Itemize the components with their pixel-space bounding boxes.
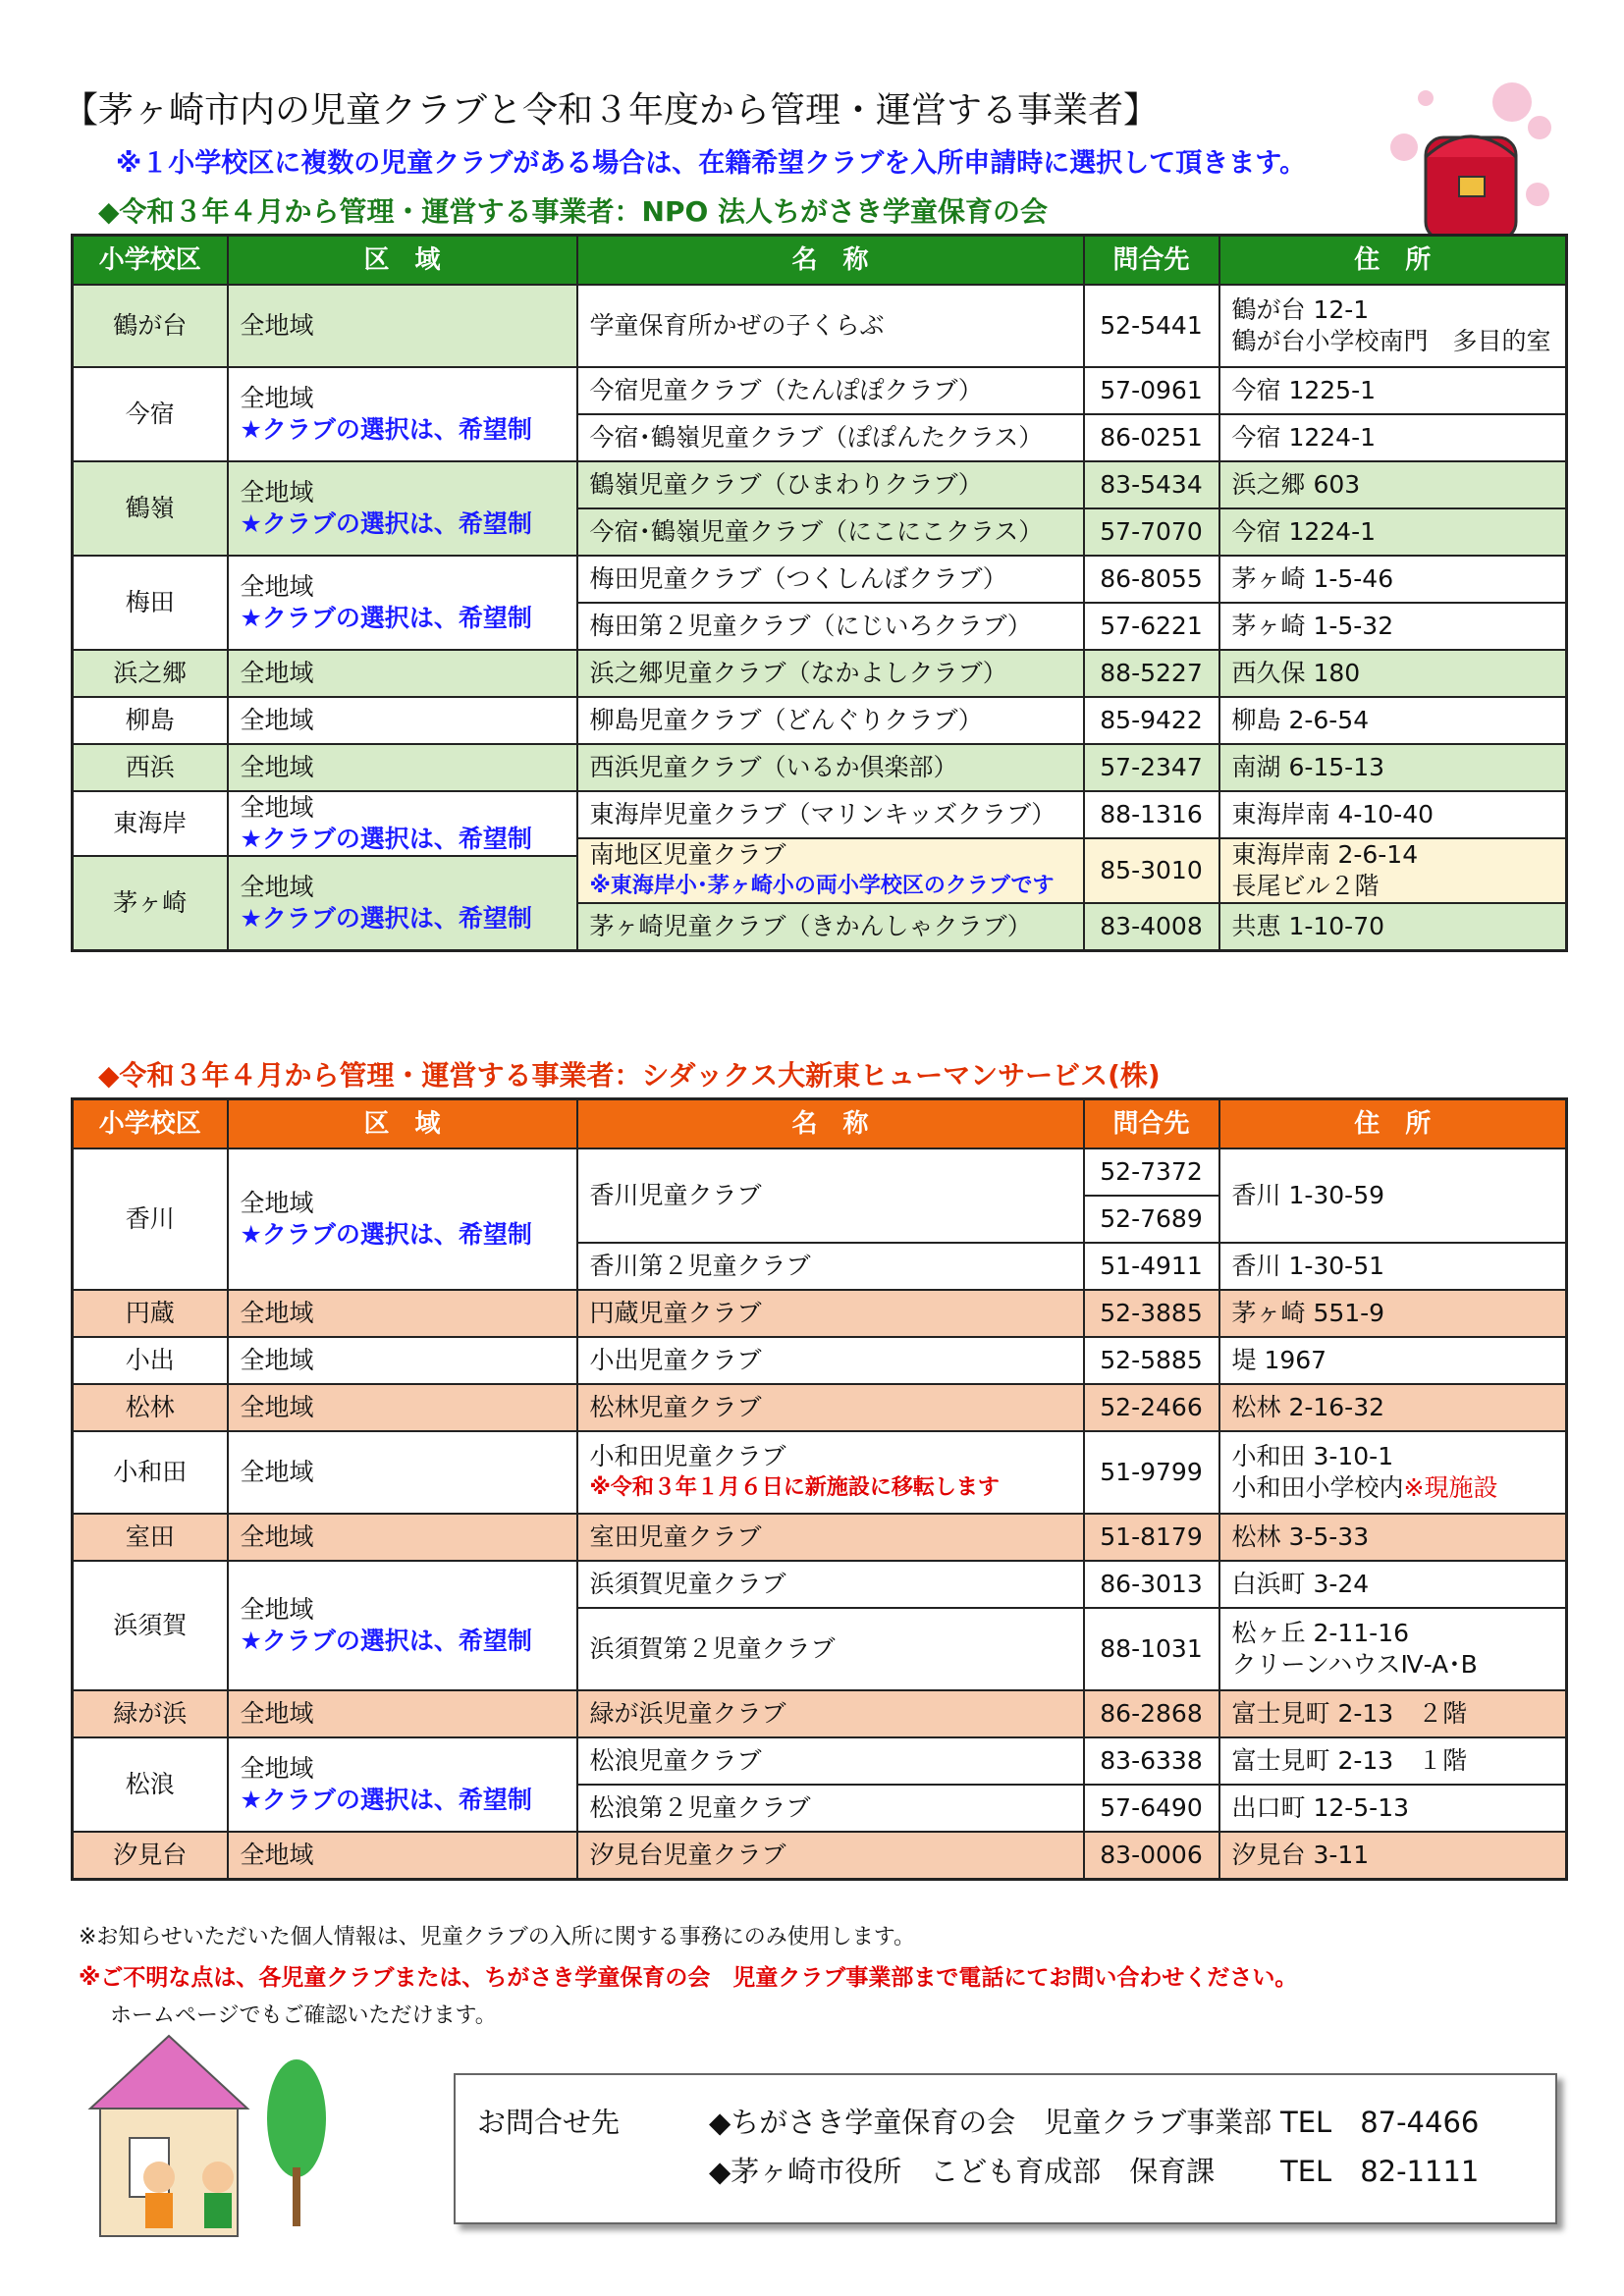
area-cell: 全地域 <box>228 1690 577 1737</box>
choice-note: ★クラブの選択は、希望制 <box>240 1220 532 1249</box>
club-name: 今宿･鶴嶺児童クラブ（ぽぽんたクラス） <box>577 414 1084 461</box>
area-cell <box>228 791 577 856</box>
area-cell <box>228 856 577 951</box>
club-address <box>1219 285 1567 367</box>
club-address: 今宿 1225-1 <box>1219 367 1567 414</box>
area-cell: 全地域 <box>228 744 577 791</box>
current-facility-note: ※現施設 <box>1403 1473 1498 1502</box>
area-cell <box>228 1737 577 1832</box>
header-address: 住 所 <box>1219 1099 1567 1149</box>
club-tel: 83-5434 <box>1084 461 1219 508</box>
club-address: 松林 3-5-33 <box>1219 1514 1567 1561</box>
table-row <box>73 1690 1567 1737</box>
club-tel: 88-1031 <box>1084 1608 1219 1690</box>
club-address <box>1219 1431 1567 1514</box>
club-address: 茅ヶ崎 551-9 <box>1219 1290 1567 1337</box>
club-name: 香川児童クラブ <box>577 1148 1084 1243</box>
club-address: 今宿 1224-1 <box>1219 414 1567 461</box>
table-row <box>73 556 1567 603</box>
contact-tel-1: TEL 87-4466 <box>1280 2106 1480 2139</box>
area-cell: 全地域 <box>228 1290 577 1337</box>
school-cell: 小和田 <box>73 1431 228 1514</box>
area-label: 全地域 <box>240 1754 314 1783</box>
header-name: 名 称 <box>577 236 1084 286</box>
club-address: 茅ヶ崎 1-5-32 <box>1219 603 1567 650</box>
club-tel: 51-4911 <box>1084 1243 1219 1290</box>
club-name: 松林児童クラブ <box>577 1384 1084 1431</box>
area-cell <box>228 556 577 650</box>
club-address: 柳島 2-6-54 <box>1219 697 1567 744</box>
area-cell: 全地域 <box>228 1431 577 1514</box>
table-row <box>73 1384 1567 1431</box>
table-row <box>73 1832 1567 1880</box>
club-address: 浜之郷 603 <box>1219 461 1567 508</box>
table-row <box>73 791 1567 838</box>
club-tel: 52-2466 <box>1084 1384 1219 1431</box>
school-cell: 柳島 <box>73 697 228 744</box>
address-line: 東海岸南 2-6-14 <box>1231 840 1419 869</box>
header-tel: 問合先 <box>1084 236 1219 286</box>
club-tel: 52-7372 <box>1084 1148 1219 1196</box>
area-label: 全地域 <box>240 873 314 901</box>
school-cell: 梅田 <box>73 556 228 650</box>
contact-label: お問合せ先 <box>477 2106 621 2139</box>
address-line: 松ヶ丘 2-11-16 <box>1231 1619 1410 1647</box>
club-tel: 52-5441 <box>1084 285 1219 367</box>
school-bag-illustration <box>1365 69 1561 255</box>
table-header-row <box>73 236 1567 286</box>
school-cell: 室田 <box>73 1514 228 1561</box>
club-name: 今宿児童クラブ（たんぽぽクラブ） <box>577 367 1084 414</box>
club-tel: 83-6338 <box>1084 1737 1219 1785</box>
area-cell <box>228 367 577 461</box>
club-tel: 83-4008 <box>1084 903 1219 951</box>
club-tel: 88-1316 <box>1084 791 1219 838</box>
area-cell: 全地域 <box>228 697 577 744</box>
school-cell: 鶴が台 <box>73 285 228 367</box>
contact-org-2: ◆茅ヶ崎市役所 こども育成部 保育課 <box>709 2155 1216 2188</box>
house-children-illustration <box>71 2030 336 2256</box>
header-school: 小学校区 <box>73 1099 228 1149</box>
table-row <box>73 1337 1567 1384</box>
relocation-note: ※令和３年１月６日に新施設に移転します <box>589 1475 1000 1500</box>
club-address: 茅ヶ崎 1-5-46 <box>1219 556 1567 603</box>
table-row <box>73 744 1567 791</box>
club-name <box>577 1431 1084 1514</box>
school-cell: 茅ヶ崎 <box>73 856 228 951</box>
address-text: 小和田小学校内 <box>1231 1473 1404 1502</box>
club-address <box>1219 1608 1567 1690</box>
club-tel: 88-5227 <box>1084 650 1219 697</box>
operator2-table <box>71 1097 1568 1881</box>
header-area: 区 域 <box>228 236 577 286</box>
area-cell: 全地域 <box>228 1832 577 1880</box>
club-address: 出口町 12-5-13 <box>1219 1785 1567 1832</box>
area-cell <box>228 1148 577 1290</box>
club-address: 松林 2-16-32 <box>1219 1384 1567 1431</box>
school-cell: 今宿 <box>73 367 228 461</box>
area-cell: 全地域 <box>228 650 577 697</box>
table-row <box>73 461 1567 508</box>
club-address: 西久保 180 <box>1219 650 1567 697</box>
area-cell <box>228 1561 577 1690</box>
area-cell: 全地域 <box>228 1514 577 1561</box>
club-tel: 85-3010 <box>1084 838 1219 903</box>
choice-note: ★クラブの選択は、希望制 <box>240 604 532 632</box>
operator1-table <box>71 234 1568 952</box>
area-label: 全地域 <box>240 1595 314 1624</box>
club-name: 今宿･鶴嶺児童クラブ（にこにこクラス） <box>577 508 1084 556</box>
area-cell <box>228 461 577 556</box>
club-address: 白浜町 3-24 <box>1219 1561 1567 1608</box>
choice-note: ★クラブの選択は、希望制 <box>240 1786 532 1814</box>
club-name: 梅田児童クラブ（つくしんぼクラブ） <box>577 556 1084 603</box>
school-cell: 小出 <box>73 1337 228 1384</box>
club-address: 香川 1-30-51 <box>1219 1243 1567 1290</box>
club-tel: 52-7689 <box>1084 1196 1219 1243</box>
table-row <box>73 1514 1567 1561</box>
address-line: 鶴が台 12-1 <box>1231 295 1370 324</box>
choice-note: ★クラブの選択は、希望制 <box>240 904 532 933</box>
school-cell: 浜之郷 <box>73 650 228 697</box>
club-name: 円蔵児童クラブ <box>577 1290 1084 1337</box>
choice-note: ★クラブの選択は、希望制 <box>240 825 532 853</box>
table-row <box>73 367 1567 414</box>
club-tel: 57-6490 <box>1084 1785 1219 1832</box>
table-row <box>73 285 1567 367</box>
club-address: 堤 1967 <box>1219 1337 1567 1384</box>
contact-box <box>454 2073 1557 2224</box>
club-tel: 83-0006 <box>1084 1832 1219 1880</box>
club-address: 富士見町 2-13 １階 <box>1219 1737 1567 1785</box>
club-name: 西浜児童クラブ（いるか倶楽部） <box>577 744 1084 791</box>
table-row <box>73 1290 1567 1337</box>
club-name: 柳島児童クラブ（どんぐりクラブ） <box>577 697 1084 744</box>
club-address: 富士見町 2-13 ２階 <box>1219 1690 1567 1737</box>
club-name: 香川第２児童クラブ <box>577 1243 1084 1290</box>
shared-club-note: ※東海岸小･茅ヶ崎小の両小学校区のクラブです <box>589 874 1055 898</box>
area-cell: 全地域 <box>228 1384 577 1431</box>
club-tel: 52-5885 <box>1084 1337 1219 1384</box>
operator2-heading: ◆令和３年４月から管理・運営する事業者：シダックス大新東ヒューマンサービス(株) <box>98 1059 1161 1092</box>
school-cell: 緑が浜 <box>73 1690 228 1737</box>
school-cell: 浜須賀 <box>73 1561 228 1690</box>
operator1-heading: ◆令和３年４月から管理・運営する事業者：NPO 法人ちがさき学童保育の会 <box>98 195 1049 228</box>
school-cell: 鶴嶺 <box>73 461 228 556</box>
club-name: 汐見台児童クラブ <box>577 1832 1084 1880</box>
area-cell: 全地域 <box>228 1337 577 1384</box>
club-address: 香川 1-30-59 <box>1219 1148 1567 1243</box>
club-name: 緑が浜児童クラブ <box>577 1690 1084 1737</box>
club-name-label: 南地区児童クラブ <box>589 840 786 869</box>
selection-note: ※１小学校区に複数の児童クラブがある場合は、在籍希望クラブを入所申請時に選択して頂きます。 <box>116 148 1307 179</box>
club-address: 東海岸南 4-10-40 <box>1219 791 1567 838</box>
club-name: 小出児童クラブ <box>577 1337 1084 1384</box>
club-address: 南湖 6-15-13 <box>1219 744 1567 791</box>
area-cell: 全地域 <box>228 285 577 367</box>
area-label: 全地域 <box>240 572 314 601</box>
contact-org-1: ◆ちがさき学童保育の会 児童クラブ事業部 <box>709 2106 1272 2139</box>
inquiry-note: ※ご不明な点は、各児童クラブまたは、ちがさき学童保育の会 児童クラブ事業部まで電話にてお問い合わせください。 <box>79 1965 1298 1991</box>
school-cell: 東海岸 <box>73 791 228 856</box>
address-line <box>1232 1472 1554 1504</box>
table-row <box>73 650 1567 697</box>
club-name: 浜須賀第２児童クラブ <box>577 1608 1084 1690</box>
club-name: 東海岸児童クラブ（マリンキッズクラブ） <box>577 791 1084 838</box>
header-area: 区 域 <box>228 1099 577 1149</box>
area-label: 全地域 <box>240 478 314 507</box>
club-name: 鶴嶺児童クラブ（ひまわりクラブ） <box>577 461 1084 508</box>
school-cell: 松浪 <box>73 1737 228 1832</box>
club-tel: 51-9799 <box>1084 1431 1219 1514</box>
school-cell: 松林 <box>73 1384 228 1431</box>
club-name-label: 小和田児童クラブ <box>589 1442 786 1470</box>
club-address: 共恵 1-10-70 <box>1219 903 1567 951</box>
header-tel: 問合先 <box>1084 1099 1219 1149</box>
choice-note: ★クラブの選択は、希望制 <box>240 415 532 444</box>
privacy-note: ※お知らせいただいた個人情報は、児童クラブの入所に関する事務にのみ使用します。 <box>79 1925 916 1949</box>
club-tel: 52-3885 <box>1084 1290 1219 1337</box>
club-tel: 57-2347 <box>1084 744 1219 791</box>
choice-note: ★クラブの選択は、希望制 <box>240 509 532 538</box>
club-name: 浜之郷児童クラブ（なかよしクラブ） <box>577 650 1084 697</box>
club-name: 松浪第２児童クラブ <box>577 1785 1084 1832</box>
club-name: 茅ヶ崎児童クラブ（きかんしゃクラブ） <box>577 903 1084 951</box>
area-label: 全地域 <box>240 793 314 822</box>
club-tel: 51-8179 <box>1084 1514 1219 1561</box>
table-row <box>73 1431 1567 1514</box>
area-label: 全地域 <box>240 384 314 412</box>
club-name <box>577 838 1084 903</box>
header-name: 名 称 <box>577 1099 1084 1149</box>
table-header-row <box>73 1099 1567 1149</box>
club-name: 室田児童クラブ <box>577 1514 1084 1561</box>
address-line: 長尾ビル２階 <box>1231 872 1380 900</box>
club-tel: 57-7070 <box>1084 508 1219 556</box>
club-tel: 86-2868 <box>1084 1690 1219 1737</box>
area-label: 全地域 <box>240 1189 314 1217</box>
club-name: 松浪児童クラブ <box>577 1737 1084 1785</box>
school-cell: 汐見台 <box>73 1832 228 1880</box>
club-tel: 85-9422 <box>1084 697 1219 744</box>
page-title: 【茅ヶ崎市内の児童クラブと令和３年度から管理・運営する事業者】 <box>63 90 1160 131</box>
table-row <box>73 1148 1567 1196</box>
school-cell: 円蔵 <box>73 1290 228 1337</box>
table-row <box>73 1737 1567 1785</box>
address-line: クリーンハウスⅣ-A･B <box>1231 1650 1478 1679</box>
school-cell: 西浜 <box>73 744 228 791</box>
header-school: 小学校区 <box>73 236 228 286</box>
club-tel: 86-0251 <box>1084 414 1219 461</box>
header-address: 住 所 <box>1219 236 1567 286</box>
club-address <box>1219 838 1567 903</box>
choice-note: ★クラブの選択は、希望制 <box>240 1627 532 1655</box>
club-name: 浜須賀児童クラブ <box>577 1561 1084 1608</box>
club-tel: 57-0961 <box>1084 367 1219 414</box>
school-cell: 香川 <box>73 1148 228 1290</box>
contact-tel-2: TEL 82-1111 <box>1280 2155 1480 2188</box>
table-row <box>73 697 1567 744</box>
club-name: 学童保育所かぜの子くらぶ <box>577 285 1084 367</box>
table-row <box>73 1561 1567 1608</box>
address-line: 鶴が台小学校南門 多目的室 <box>1231 327 1551 355</box>
club-tel: 86-3013 <box>1084 1561 1219 1608</box>
address-line: 小和田 3-10-1 <box>1231 1442 1394 1470</box>
club-address: 今宿 1224-1 <box>1219 508 1567 556</box>
homepage-note: ホームページでもご確認いただけます。 <box>110 2003 497 2028</box>
club-name: 梅田第２児童クラブ（にじいろクラブ） <box>577 603 1084 650</box>
club-address: 汐見台 3-11 <box>1219 1832 1567 1880</box>
club-tel: 86-8055 <box>1084 556 1219 603</box>
club-tel: 57-6221 <box>1084 603 1219 650</box>
